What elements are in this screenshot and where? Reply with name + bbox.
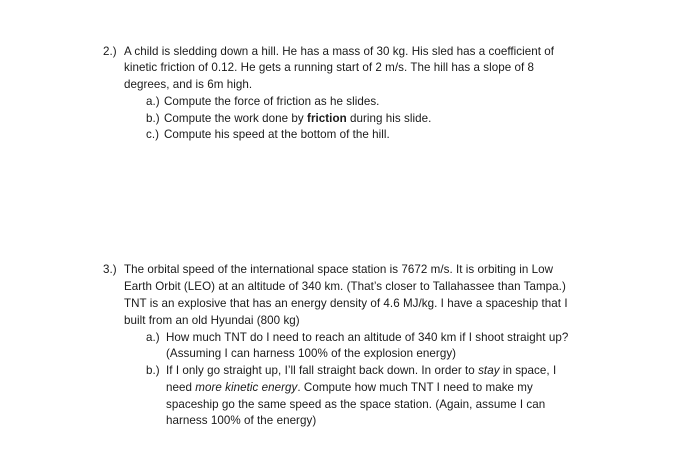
problem-2b-bold-friction: friction bbox=[307, 112, 347, 125]
problem-3b-line-1-after: in space, I bbox=[499, 364, 557, 377]
problem-3a-line-2: (Assuming I can harness 100% of the explosion energy) bbox=[166, 347, 457, 360]
problem-3-stem-line-2: Earth Orbit (LEO) at an altitude of 340 km. (That’s closer to Tallahassee than Tampa.) bbox=[124, 280, 566, 293]
problem-3b-line-4: harness 100% of the energy) bbox=[166, 414, 317, 427]
problem-2b-label: b.) bbox=[146, 112, 160, 125]
problem-2a-label: a.) bbox=[146, 95, 160, 108]
problem-2b-text-after: during his slide. bbox=[346, 112, 432, 125]
problem-3a-line-1: How much TNT do I need to reach an altitude of 340 km if I shoot straight up? bbox=[166, 331, 569, 344]
problem-3b-line-1-before: If I only go straight up, I’ll fall straight back down. In order to bbox=[166, 364, 479, 377]
problem-3b-line-3: spaceship go the same speed as the space station. (Again, assume I can bbox=[166, 398, 546, 411]
problem-3b-line-2-before: need bbox=[166, 381, 196, 394]
problem-2a-text: Compute the force of friction as he slides. bbox=[164, 95, 380, 108]
problem-3b-line-1 bbox=[166, 363, 556, 380]
problem-3b-label: b.) bbox=[146, 364, 160, 377]
problem-3b-italic-more-kinetic-energy: more kinetic energy bbox=[195, 381, 298, 394]
problem-2-stem-line-2: kinetic friction of 0.12. He gets a running start of 2 m/s. The hill has a slope of 8 bbox=[124, 61, 535, 74]
problem-3b-line-2-after: . Compute how much TNT I need to make my bbox=[297, 381, 533, 394]
problem-3-stem-line-1: The orbital speed of the international space station is 7672 m/s. It is orbiting in Low bbox=[124, 263, 554, 276]
problem-3-stem-line-3: TNT is an explosive that has an energy density of 4.6 MJ/kg. I have a spaceship that I bbox=[124, 297, 568, 310]
problem-2b-text-before: Compute the work done by bbox=[164, 112, 308, 125]
problem-3a-label: a.) bbox=[146, 331, 160, 344]
problem-3-number: 3.) bbox=[103, 263, 117, 276]
problem-2c-text: Compute his speed at the bottom of the hill. bbox=[164, 128, 390, 141]
problem-2-stem-line-3: degrees, and is 6m high. bbox=[124, 78, 253, 91]
problem-2c-label: c.) bbox=[146, 128, 160, 141]
problem-3b-line-2 bbox=[166, 380, 533, 397]
problem-3b-italic-stay: stay bbox=[478, 364, 500, 377]
problem-3-stem-line-4: built from an old Hyundai (800 kg) bbox=[124, 314, 300, 327]
problem-2-number: 2.) bbox=[103, 45, 117, 58]
problem-2-stem-line-1: A child is sledding down a hill. He has a mass of 30 kg. His sled has a coefficient of bbox=[124, 45, 555, 58]
